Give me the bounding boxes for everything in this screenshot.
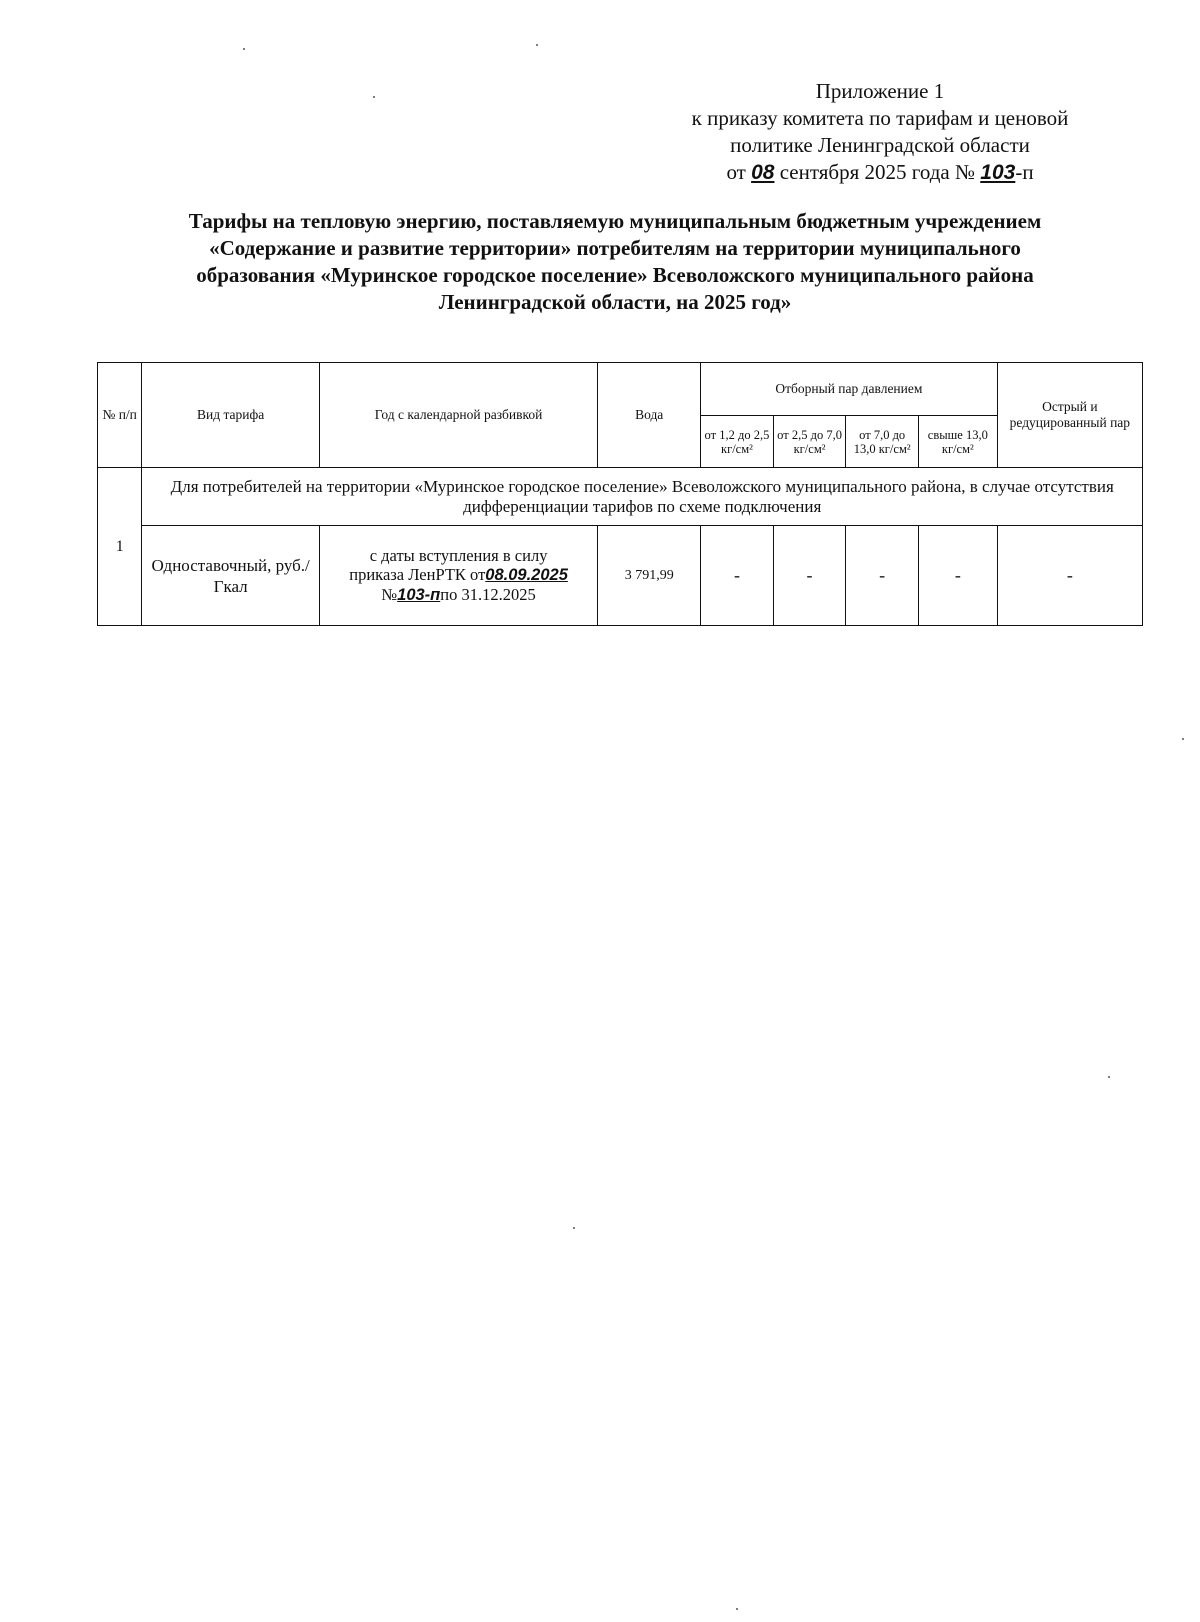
group-row [98, 468, 1143, 526]
header-water: Вода [598, 363, 701, 468]
handwritten-day: 08 [751, 161, 775, 184]
row-number: 1 [98, 468, 142, 626]
title-line-1: Тарифы на тепловую энергию, поставляемую муниципальным бюджетным учреждением [188, 209, 1042, 233]
scan-speck [573, 1227, 575, 1229]
title-line-4: Ленинградской области, на 2025 год» [438, 290, 792, 314]
scan-speck [1182, 738, 1184, 740]
scan-speck [373, 96, 375, 98]
scan-speck [736, 1608, 738, 1610]
cell-steam-4: - [918, 526, 997, 626]
table-row [98, 526, 1143, 626]
period-line-1: с даты вступления в силу [369, 546, 548, 565]
period-line-3-prefix: № [381, 585, 398, 604]
header-steam-2: от 2,5 до 7,0 кг/см² [773, 416, 846, 468]
header-year: Год с календарной разбивкой [319, 363, 597, 468]
cell-steam-3: - [846, 526, 919, 626]
scan-speck [1108, 1076, 1110, 1078]
scan-speck [536, 44, 538, 46]
cell-tariff-type: Одноставочный, руб./Гкал [142, 526, 320, 626]
appendix-date-middle: сентября 2025 года № [779, 160, 976, 184]
period-line-2-prefix: приказа ЛенРТК от [349, 565, 486, 584]
group-description: Для потребителей на территории «Муринское городское поселение» Всеволожского муниципального района, в случае отсутствия дифференциации тарифов по схеме подключения [142, 468, 1143, 526]
period-line-3-suffix: по 31.12.2025 [440, 585, 536, 604]
header-row-1 [98, 363, 1143, 416]
appendix-line-3: политике Ленинградской области [730, 133, 1030, 157]
title-line-2: «Содержание и развитие территории» потребителям на территории муниципального [209, 236, 1021, 260]
header-steam-4: свыше 13,0 кг/см² [918, 416, 997, 468]
appendix-date-prefix: от [726, 160, 746, 184]
header-steam-3: от 7,0 до 13,0 кг/см² [846, 416, 919, 468]
header-steam-1: от 1,2 до 2,5 кг/см² [701, 416, 774, 468]
cell-water: 3 791,99 [598, 526, 701, 626]
cell-sharp-steam: - [997, 526, 1142, 626]
header-num: № п/п [98, 363, 142, 468]
header-steam: Отборный пар давлением [701, 363, 998, 416]
cell-steam-2: - [773, 526, 846, 626]
tariff-table [97, 362, 1143, 626]
header-vid: Вид тарифа [142, 363, 320, 468]
header-sharp-steam: Острый и редуцированный пар [997, 363, 1142, 468]
document-title [100, 208, 1130, 316]
cell-steam-1: - [701, 526, 774, 626]
handwritten-order-num: 103-п [397, 586, 441, 604]
handwritten-order-number: 103 [980, 161, 1016, 184]
appendix-number-suffix: -п [1015, 160, 1034, 184]
title-line-3: образования «Муринское городское поселение» Всеволожского муниципального района [196, 263, 1034, 287]
appendix-block [640, 78, 1120, 186]
cell-period [319, 526, 597, 626]
appendix-line-1: Приложение 1 [815, 79, 945, 103]
handwritten-order-date: 08.09.2025 [485, 566, 568, 584]
appendix-line-2: к приказу комитета по тарифам и ценовой [691, 106, 1069, 130]
scan-speck [243, 48, 245, 50]
appendix-line-4 [640, 159, 1120, 186]
